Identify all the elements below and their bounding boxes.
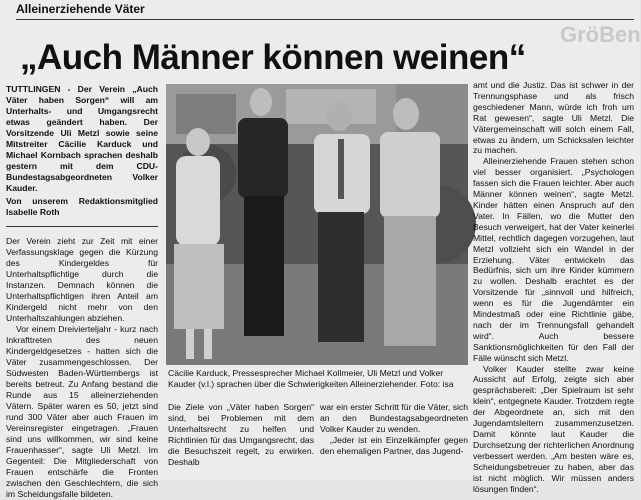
- headline: „Auch Männer können weinen“: [20, 38, 526, 77]
- body-paragraph: Alleinerziehende Frauen stehen schon viel besser organisiert. „Psychologen fassen sich die Frauen leichter. Aber auch Männer können weinen“, sagte Metzl. Kinder hätten einen Anspruch auf den Vater. In Fällen, wo die Mutter den Besuch verweigert, hat der Vater keinerlei Mittel, rechtlich dagegen vorzugehen, laut Metzl vollzieht sich ein Wandel in der Erziehung. Väter entwickeln das Bedürfnis, sich um ihre Kinder kümmern zu wollen. Deshalb erachtet es der Vorsitzende für „sinnvoll und hilfreich, wenn es für die Jugendämter ein Mindestmaß oder eine Richtlinie gäbe, nach der im Trennungsfall gehandelt wird“. Auch bessere Sanktionsmöglichkeiten für den Fall der Fälle wünscht sich Metzl.: [473, 156, 634, 363]
- section-kicker: Alleinerziehende Väter: [16, 2, 145, 16]
- divider: [6, 226, 158, 227]
- author-line: Von unserem Redaktionsmitglied Isabelle Roth: [6, 196, 158, 217]
- bottom-column-2: [320, 402, 468, 462]
- lead-paragraph: TUTTLINGEN - Der Verein „Auch Väter haben Sorgen“ will am Unterhalts- und Umgangsrecht etwas geändert haben. Der Vorsitzende Uli Metzl sowie seine Mitstreiter Cäcilie Karduck und Michael Kornbach sprachen deshalb gestern mit dem CDU-Bundestagsabgeordneten Volker Kauder.: [6, 84, 158, 193]
- lead-column: [6, 84, 158, 194]
- news-photo: [166, 84, 468, 365]
- body-paragraph: war ein erster Schritt für die Väter, sich an den Bundestagsabgeordneten Volker Kauder zu wenden.: [320, 402, 468, 434]
- photo-illustration: [166, 84, 468, 365]
- left-body-column: [6, 236, 158, 499]
- body-paragraph: Volker Kauder stellte zwar keine Aussicht auf Erfolg, zeigte sich aber gesprächsbereit: „Der Spielraum ist sehr klein“, entgegnete Kauder. Trotzdem regte der Abgeordnete an, sich mit den Jugendamtsleitern zusammenzusetzen. Damit könnte laut Kauder die Durchsetzung der richterlichen Anordnung verbessert werden. „Am besten wäre es, Scheidungsbetreuer zu haben, aber das ist nicht möglich. Wir müssen anders lösungen finden“.: [473, 363, 634, 494]
- kicker-rule: [16, 19, 634, 20]
- bleedthrough-text: GröBen: [560, 22, 641, 47]
- body-paragraph: amt und die Justiz. Das ist schwer in der Trennungsphase und als frisch geschiedener Mann, würde ich froh um Rat gewesen“, sagte Uli Metzl. Die Vätergemeinschaft will solch einem Fall, etwas zu ändern, um Schicksalen leichter zu machen.: [473, 80, 634, 156]
- bottom-column-1: [168, 402, 314, 467]
- body-paragraph: „Jeder ist ein Einzelkämpfer gegen den ehemaligen Partner, das Jugend-: [320, 435, 468, 456]
- author-block: [6, 196, 158, 220]
- right-body-column: [473, 80, 634, 494]
- body-paragraph: Vor einem Dreivierteljahr - kurz nach Inkrafttreten des neuen Kindergeldgesetzes - hatten sich die Väter zusammengeschlossen. Der Südwesten Baden-Württembergs ist bereits betreut. Zu Anfang bestand die Runde aus 15 alleinerziehenden Vätern. Später waren es 50, jetzt sind rund 300 Väter aber auch Frauen im Vereinsregister eingetragen. „Frauen sind uns willkommen, wir sind keine Frauenhasser“, sagte Uli Metzl. Im Gegenteil: Die Mitgliederschaft von Frauen entschärfe die Fronten zwischen den Geschlechtern, die sich im Scheidungsfalle bildeten.: [6, 324, 158, 499]
- body-paragraph: Der Verein zieht zur Zeit mit einer Verfassungsklage gegen die Kürzung des Kindergeldes für Unterhaltspflichtige durch die Instanzen. Demnach können die Unterhaltspflichtigen ihren Anteil am Kindergeld nicht mehr von den Unterhaltszahlungen abziehen.: [6, 236, 158, 323]
- photo-caption: Cäcilie Karduck, Pressesprecher Michael Kollmeier, Uli Metzl und Volker Kauder (v.l.) sprachen über die Schwierigkeiten Alleinerziehender. Foto: isa: [168, 368, 454, 389]
- body-paragraph: Die Ziele von „Väter haben Sorgen“ sind, bei Problemen mit dem Unterhaltsrecht zu helfen und Richtlinien für das Umgangsrecht, das die Besuchszeit regelt, zu erwirken. Deshalb: [168, 402, 314, 467]
